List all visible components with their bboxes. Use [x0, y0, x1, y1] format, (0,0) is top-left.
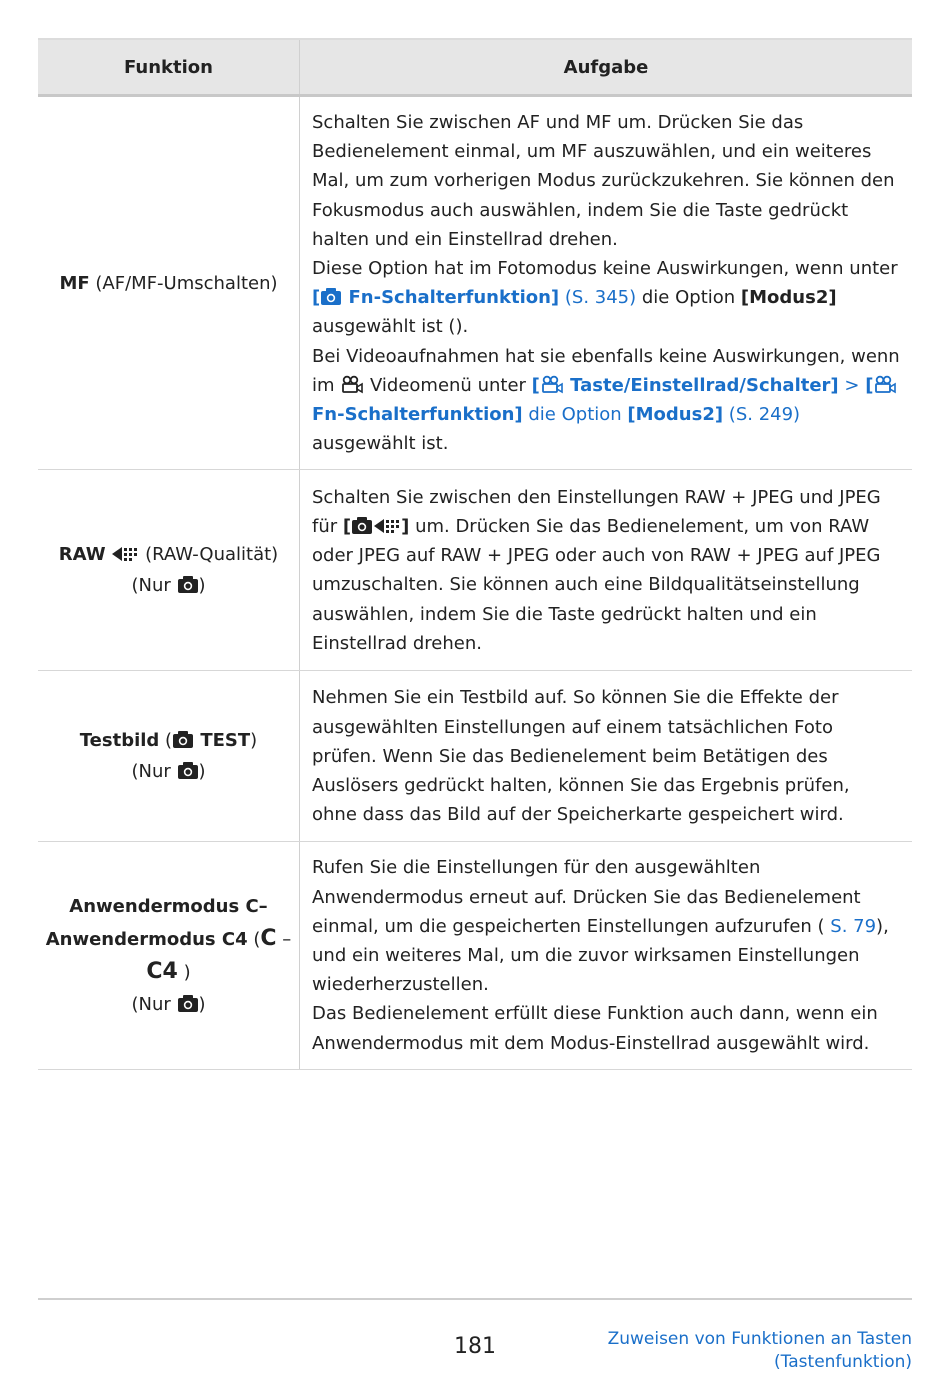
- custom-mode-c-icon: C: [260, 925, 277, 951]
- function-name: Anwendermodus C4: [45, 928, 248, 950]
- text: ausgewählt ist.: [312, 433, 449, 455]
- option-label: [Modus2]: [740, 287, 837, 309]
- function-line: [38, 725, 299, 756]
- page-number: 181: [454, 1334, 496, 1359]
- camera-icon: [177, 994, 199, 1013]
- text: die Option: [636, 287, 741, 309]
- link-text: Taste/Einstellrad/Schalter]: [563, 374, 839, 396]
- separator: >: [838, 374, 866, 396]
- option-link[interactable]: [Modus2]: [627, 404, 724, 426]
- paragraph: Nehmen Sie ein Testbild auf. So können Sie die Effekte der ausgewählten Einstellungen auf einem tatsächlichen Foto prüfen. Wenn Sie das Bedienelement beim Betätigen des Auslösers gedrückt halten, können Sie das Ergebnis prüfen, ohne dass das Bild auf der Speicherkarte gespeichert wird.: [312, 687, 850, 826]
- chapter-link-line: (Tastenfunktion): [774, 1352, 912, 1372]
- page-ref-link[interactable]: (S. 345): [559, 287, 637, 309]
- text: ): [177, 961, 191, 983]
- table-row: [38, 671, 912, 842]
- fn-switch-link[interactable]: [312, 287, 559, 308]
- function-cell: [38, 470, 300, 671]
- task-cell: [300, 671, 913, 842]
- function-note: [38, 989, 299, 1021]
- movie-camera-icon: [873, 375, 897, 394]
- text: ), und ein weiteres Mal, um die zuvor wirksamen Einstellungen wiederherzustellen.: [312, 915, 889, 996]
- paragraph: [312, 853, 900, 999]
- text: (Nur: [131, 993, 177, 1015]
- footer-divider: [38, 1298, 912, 1300]
- table-header-row: [38, 39, 912, 96]
- camera-icon: [177, 575, 199, 594]
- text: ): [198, 575, 206, 597]
- function-cell: [38, 96, 300, 470]
- header-task: Aufgabe: [300, 39, 913, 96]
- function-line: [38, 923, 299, 956]
- text: Videomenü unter: [364, 374, 532, 396]
- movie-camera-icon: [540, 375, 564, 394]
- function-subtitle: (AF/MF-Umschalten): [89, 272, 278, 294]
- text: ): [250, 730, 258, 752]
- function-name: MF: [59, 272, 90, 294]
- function-name: Testbild: [79, 730, 160, 752]
- task-cell: [300, 96, 913, 470]
- bracket: ]: [401, 516, 410, 538]
- function-name: RAW: [58, 544, 106, 566]
- text: ausgewählt ist ().: [312, 316, 469, 338]
- chapter-link-line: Zuweisen von Funktionen an Tasten: [607, 1329, 912, 1349]
- link-text: Fn-Schalterfunktion]: [312, 404, 523, 426]
- text: ): [198, 761, 206, 783]
- text: (Nur: [131, 761, 177, 783]
- paragraph: [312, 254, 900, 342]
- function-line: [38, 539, 299, 570]
- camera-icon: [172, 730, 194, 749]
- custom-mode-c4-icon: C4: [146, 958, 178, 984]
- movie-camera-icon: [340, 375, 364, 394]
- link-text: Fn-Schalterfunktion]: [342, 287, 560, 309]
- text: Schalten Sie zwischen den Einstellungen RAW + JPEG und JPEG für: [312, 486, 881, 538]
- text: Rufen Sie die Einstellungen für den ausgewählten Anwendermodus erneut auf. Drücken Sie das Bedienelement einmal, um die gespeicherten Einstellungen aufzurufen (: [312, 857, 861, 937]
- button-dial-lever-link[interactable]: [532, 375, 839, 396]
- table-row: [38, 96, 912, 470]
- camera-icon: [320, 287, 342, 306]
- camera-icon: [177, 761, 199, 780]
- bracket: [: [312, 287, 321, 309]
- text: –: [276, 928, 292, 950]
- task-cell: [300, 470, 913, 671]
- raw-quality-icon: [111, 545, 139, 563]
- bracket: [: [865, 374, 874, 396]
- function-table: [38, 38, 912, 1070]
- header-function: Funktion: [38, 39, 300, 96]
- raw-quality-icon: [373, 517, 401, 535]
- bracket: [: [531, 374, 540, 396]
- chapter-link[interactable]: [608, 1328, 912, 1374]
- paragraph: Schalten Sie zwischen AF und MF um. Drücken Sie das Bedienelement einmal, um MF auszuwählen, und ein weiteres Mal, um zum vorherigen Modus zurückzukehren. Sie können den Fokusmodus auch auswählen, indem Sie die Taste gedrückt halten und ein Einstellrad drehen.: [312, 112, 895, 250]
- page-ref-link[interactable]: (S. 249): [723, 404, 801, 426]
- page-ref-link[interactable]: S. 79: [830, 915, 877, 937]
- function-cell: [38, 842, 300, 1069]
- paragraph: Das Bedienelement erfüllt diese Funktion auch dann, wenn ein Anwendermodus mit dem Modus-Einstellrad ausgewählt wird.: [312, 1003, 878, 1054]
- text: Bei Videoaufnahmen hat sie ebenfalls keine Auswirkungen, wenn im: [312, 345, 900, 396]
- function-name: TEST: [194, 730, 251, 752]
- function-cell: [38, 671, 300, 842]
- text: (: [247, 928, 261, 950]
- camera-icon: [351, 516, 373, 535]
- paragraph: [312, 342, 900, 459]
- text: die Option: [522, 404, 628, 426]
- table-row: [38, 842, 912, 1069]
- text: ): [198, 993, 206, 1015]
- bracket: [: [342, 516, 352, 538]
- table-row: [38, 470, 912, 671]
- function-note: [38, 756, 299, 787]
- function-line: [38, 956, 299, 989]
- text: um. Drücken Sie das Bedienelement, um von RAW oder JPEG auf RAW + JPEG oder auch von RAW + JPEG auf JPEG umzuschalten. Sie können auch eine Bildqualitätseinstellung auswählen, indem Sie die Taste gedrückt halten und ein Einstellrad drehen.: [312, 516, 881, 654]
- function-name: Anwendermodus C–: [69, 895, 268, 917]
- task-cell: [300, 842, 913, 1069]
- text: (Nur: [131, 575, 177, 597]
- function-subtitle: (RAW-Qualität): [139, 544, 279, 566]
- function-note: [38, 570, 299, 601]
- text: (: [159, 730, 173, 752]
- text: Diese Option hat im Fotomodus keine Auswirkungen, wenn unter: [312, 258, 898, 280]
